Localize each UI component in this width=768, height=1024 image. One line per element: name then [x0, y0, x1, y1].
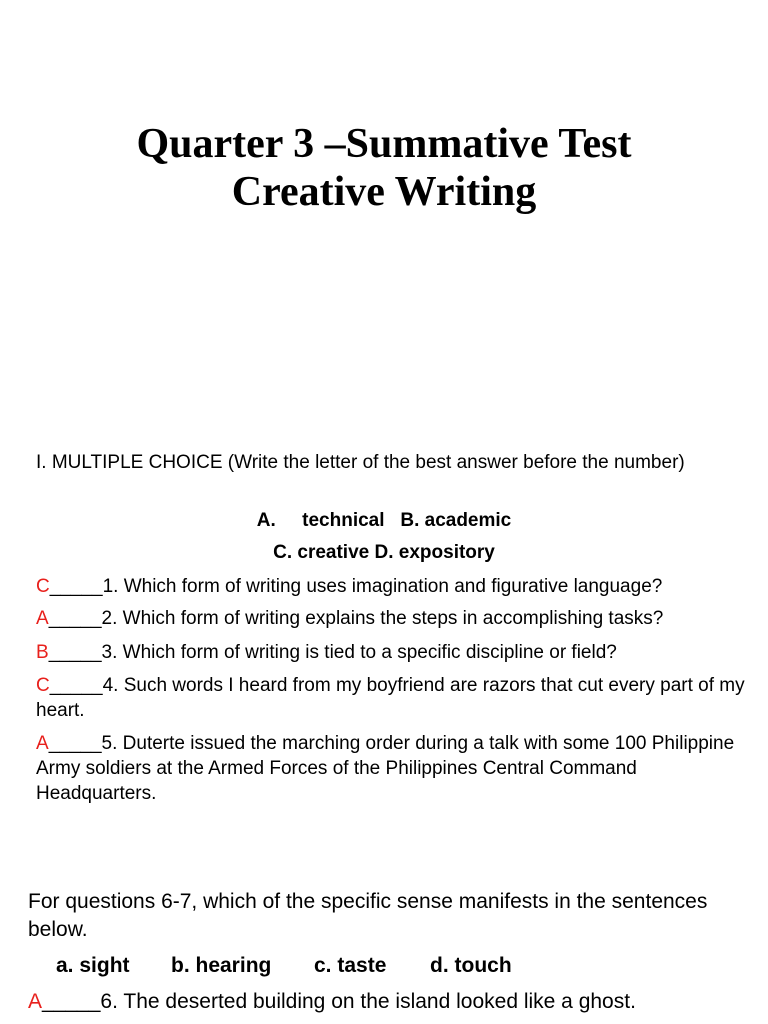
option-touch: d. touch [430, 954, 512, 977]
answer-letter: A [36, 733, 49, 754]
choices-line-1: A. technical B. academic [256, 510, 512, 531]
page-subtitle: Creative Writing [231, 169, 537, 215]
question-text: 5. Duterte issued the marching order during a talk with some 100 Philippine Army soldiers at the Armed Forces of the Philippines Central Command Headquarters. [36, 733, 735, 804]
answer-blank: _____ [48, 642, 102, 663]
option-taste: c. taste [314, 954, 387, 977]
question-item-4 [36, 673, 756, 723]
sense-options [56, 952, 512, 980]
question-text: 6. The deserted building on the island looked like a ghost. [100, 990, 636, 1013]
question-item-3 [36, 640, 756, 665]
question-item-6 [28, 988, 748, 1016]
section1-instruction: I. MULTIPLE CHOICE (Write the letter of the best answer before the number) [36, 452, 685, 473]
answer-letter: C [36, 675, 50, 696]
question-item-5 [36, 731, 756, 806]
answer-letter: B [36, 642, 49, 663]
answer-letter: A [28, 990, 43, 1013]
question-text: 1. Which form of writing uses imagination and figurative language? [102, 576, 663, 597]
answer-blank: _____ [49, 675, 103, 696]
question-text: 2. Which form of writing explains the steps in accomplishing tasks? [101, 608, 664, 629]
answer-letter: A [36, 608, 49, 629]
section2-instruction: For questions 6-7, which of the specific sense manifests in the sentences below. [28, 890, 708, 941]
question-item-1 [36, 574, 756, 599]
answer-blank: _____ [48, 733, 102, 754]
option-hearing: b. hearing [171, 954, 272, 977]
question-text: 3. Which form of writing is tied to a specific discipline or field? [101, 642, 617, 663]
answer-letter: C [36, 576, 50, 597]
question-item-2 [36, 606, 756, 631]
option-sight: a. sight [56, 954, 130, 977]
answer-blank: _____ [48, 608, 102, 629]
question-text: 4. Such words I heard from my boyfriend are razors that cut every part of my heart. [36, 675, 745, 721]
choices-line-2: C. creative D. expository [273, 542, 495, 563]
answer-blank: _____ [49, 576, 103, 597]
answer-blank: _____ [42, 990, 101, 1013]
page-title: Quarter 3 –Summative Test [136, 121, 632, 167]
